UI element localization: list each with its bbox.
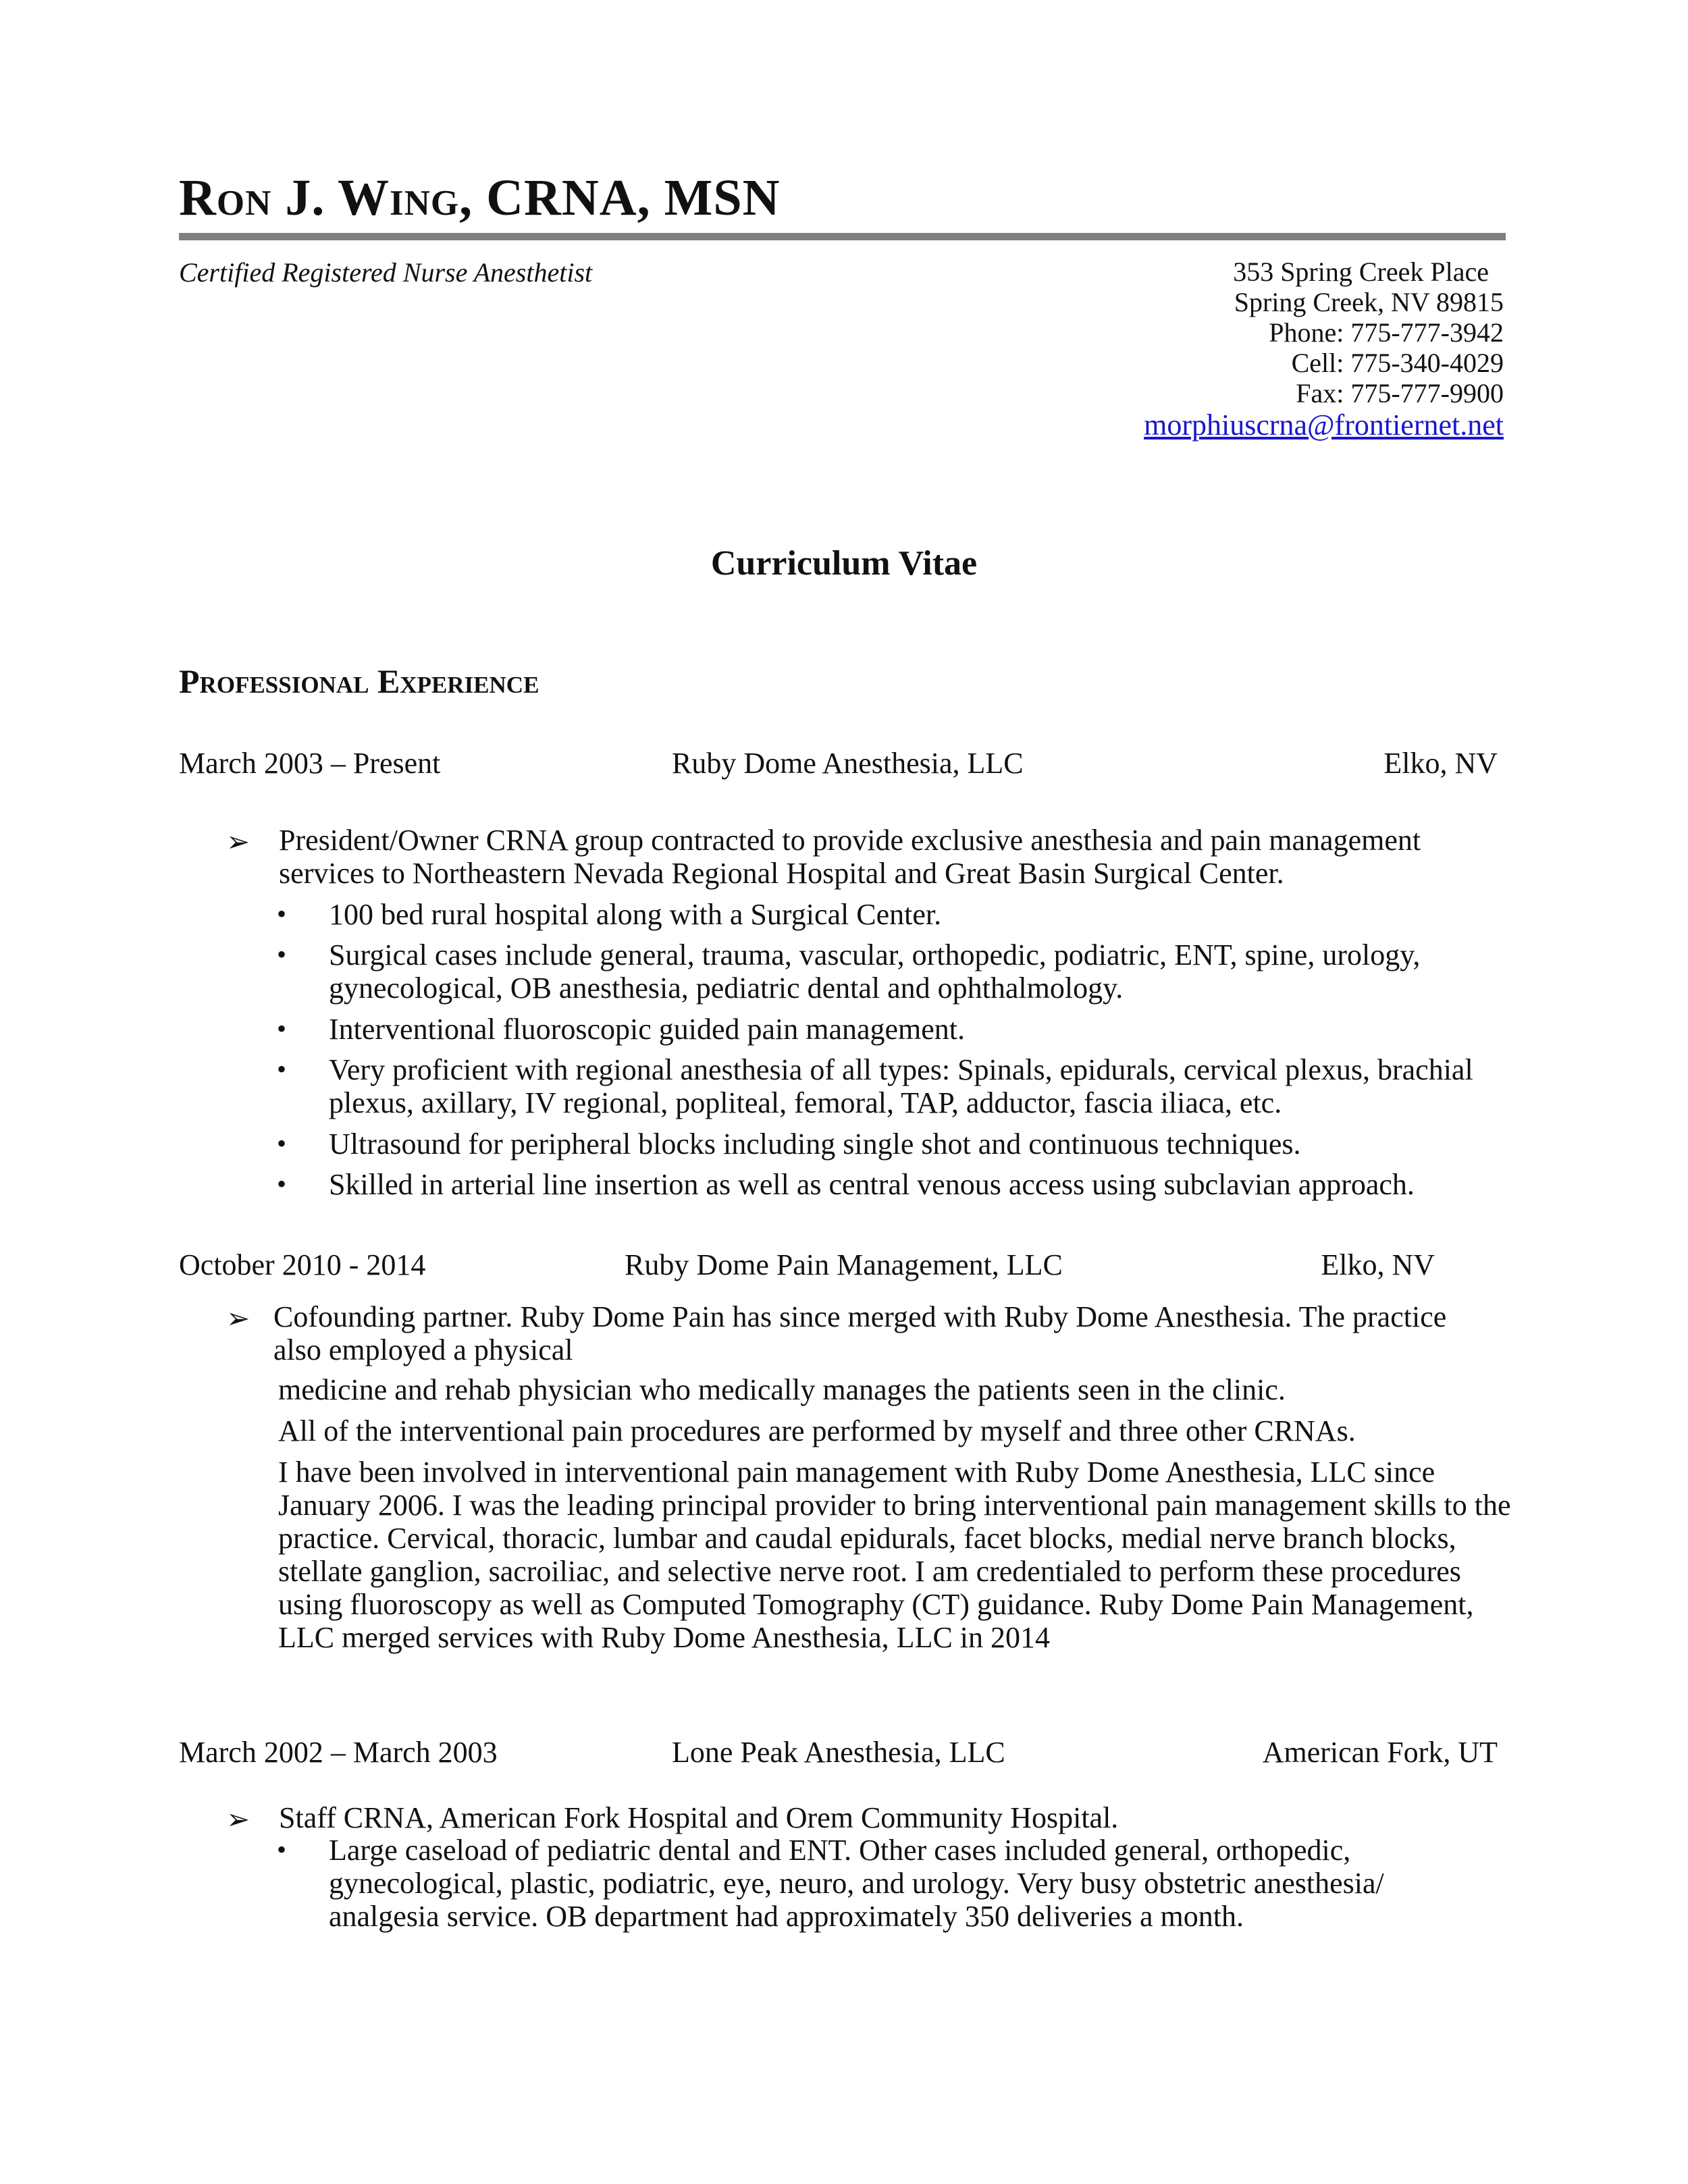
email-link[interactable]: morphiuscrna@frontiernet.net	[1144, 408, 1504, 442]
contact-block	[964, 257, 1504, 442]
document-title: Curriculum Vitae	[710, 544, 978, 583]
bullet-icon: •	[277, 1169, 287, 1199]
job-2-paragraph-1: medicine and rehab physician who medically manages the patients seen in the clinic.	[278, 1373, 1286, 1406]
arrow-bullet-icon: ➢	[226, 1304, 250, 1335]
job-2-paragraph-3: I have been involved in interventional pain management with Ruby Dome Anesthesia, LLC since January 2006. I was the leading principal provider to bring interventional pain management skills to the practice. Cervical, thoracic, lumbar and caudal epidurals, facet blocks, medial nerve branch blocks, stellate ganglion, sacroiliac, and selective nerve root. I am credentialed to perform these procedures using fluoroscopy as well as Computed Tomography (CT) guidance. Ruby Dome Pain Management, LLC merged services with Ruby Dome Anesthesia, LLC in 2014	[278, 1456, 1511, 1654]
phone-number: Phone: 775-777-3942	[1269, 317, 1504, 348]
bullet-icon: •	[277, 1834, 287, 1865]
job-1-bullet-3: Interventional fluoroscopic guided pain management.	[329, 1013, 966, 1046]
job-3-organization: Lone Peak Anesthesia, LLC	[672, 1736, 1005, 1769]
job-1-bullet-5: Ultrasound for peripheral blocks including single shot and continuous techniques.	[329, 1127, 1301, 1161]
job-2-paragraph-2: All of the interventional pain procedures are performed by myself and three other CRNAs.	[278, 1414, 1356, 1447]
bullet-icon: •	[277, 1054, 287, 1084]
job-1-bullet-1: 100 bed rural hospital along with a Surgical Center.	[329, 898, 942, 931]
job-1-bullet-6: Skilled in arterial line insertion as well as central venous access using subclavian approach.	[329, 1168, 1415, 1201]
address-line-1: 353 Spring Creek Place	[1233, 257, 1489, 287]
job-1-date: March 2003 – Present	[179, 747, 441, 780]
bullet-icon: •	[277, 1128, 287, 1158]
arrow-bullet-icon: ➢	[226, 1805, 250, 1836]
address-line-2: Spring Creek, NV 89815	[1234, 287, 1504, 317]
job-3-location: American Fork, UT	[1262, 1736, 1498, 1769]
professional-title: Certified Registered Nurse Anesthetist	[179, 257, 593, 288]
header-divider	[179, 233, 1506, 240]
job-1-summary: President/Owner CRNA group contracted to provide exclusive anesthesia and pain management services to Northeastern Nevada Regional Hospital and Great Basin Surgical Center.	[279, 824, 1421, 890]
job-3-bullet-1: Large caseload of pediatric dental and ENT. Other cases included general, orthopedic, gynecological, plastic, podiatric, eye, neuro, and urology. Very busy obstetric anesthesia/ analgesia service. OB department had approximately 350 deliveries a month.	[329, 1834, 1384, 1933]
fax-number: Fax: 775-777-9900	[1296, 378, 1504, 408]
job-2-summary: Cofounding partner. Ruby Dome Pain has since merged with Ruby Dome Anesthesia. The practice also employed a physical	[273, 1300, 1447, 1366]
bullet-icon: •	[277, 939, 287, 969]
job-2-date: October 2010 - 2014	[179, 1248, 426, 1281]
job-1-location: Elko, NV	[1383, 747, 1498, 780]
job-3-date: March 2002 – March 2003	[179, 1736, 498, 1769]
job-1-bullet-2: Surgical cases include general, trauma, vascular, orthopedic, podiatric, ENT, spine, urology, gynecological, OB anesthesia, pediatric dental and ophthalmology.	[329, 938, 1421, 1005]
job-2-organization: Ruby Dome Pain Management, LLC	[625, 1248, 1063, 1281]
resume-name: Ron J. Wing, CRNA, MSN	[179, 169, 781, 226]
job-1-organization: Ruby Dome Anesthesia, LLC	[672, 747, 1024, 780]
section-heading-experience: Professional Experience	[179, 662, 539, 700]
job-3-summary: Staff CRNA, American Fork Hospital and Orem Community Hospital.	[279, 1801, 1119, 1834]
bullet-icon: •	[277, 1013, 287, 1044]
job-2-location: Elko, NV	[1321, 1248, 1435, 1281]
bullet-icon: •	[277, 899, 287, 929]
arrow-bullet-icon: ➢	[226, 827, 250, 858]
cell-number: Cell: 775-340-4029	[1291, 348, 1504, 378]
job-1-bullet-4: Very proficient with regional anesthesia of all types: Spinals, epidurals, cervical plexus, brachial plexus, axillary, IV regional, popliteal, femoral, TAP, adductor, fascia iliaca, etc.	[329, 1053, 1473, 1119]
